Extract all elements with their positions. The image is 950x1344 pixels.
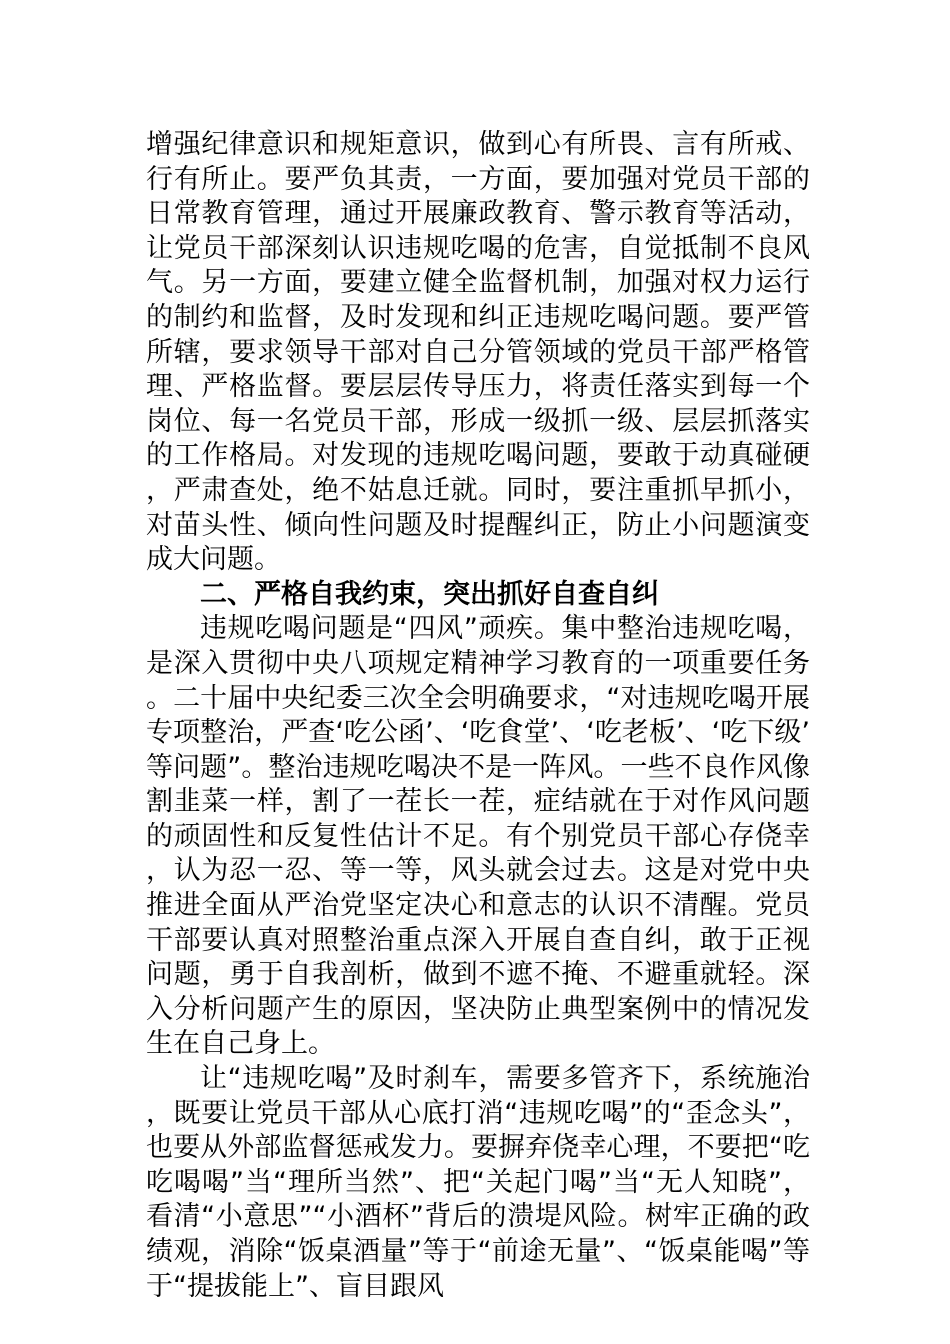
paragraph-discipline: 增强纪律意识和规矩意识，做到心有所畏、言有所戒、行有所止。要严负其责，一方面，要加强对党员干部的日常教育管理，通过开展廉政教育、警示教育等活动，让党员干部深刻认识违规吃喝的危害，自觉抵制不良风气。另一方面，要建立健全监督机制，加强对权力运行的制约和监督，及时发现和纠正违规吃喝问题。要严管所辖，要求领导干部对自己分管领域的党员干部严格管理、严格监督。要层层传导压力，将责任落实到每一个岗位、每一名党员干部，形成一级抓一级、层层抓落实的工作格局。对发现的违规吃喝问题，要敢于动真碰硬，严肃查处，绝不姑息迁就。同时，要注重抓早抓小，对苗头性、倾向性问题及时提醒纠正，防止小问题演变成大问题。 [146,129,810,576]
paragraph-four-winds: 违规吃喝问题是“四风”顽疾。集中整治违规吃喝，是深入贯彻中央八项规定精神学习教育的一项重要任务。二十届中央纪委三次全会明确要求，“对违规吃喝开展专项整治，严查‘吃公函’、‘吃食堂’、‘吃老板’、‘吃下级’等问题”。整治违规吃喝决不是一阵风。一些不良作风像割韭菜一样，割了一茬长一茬，症结就在于对作风问题的顽固性和反复性估计不足。有个别党员干部心存侥幸，认为忍一忍、等一等，风头就会过去。这是对党中央推进全面从严治党坚定决心和意志的认识不清醒。党员干部要认真对照整治重点深入开展自查自纠，敢于正视问题，勇于自我剖析，做到不遮不掩、不避重就轻。深入分析问题产生的原因，坚决防止典型案例中的情况发生在自己身上。 [146,613,810,1060]
document-body [146,128,810,1304]
section-heading-self-inspection: 二、严格自我约束，突出抓好自查自纠 [200,578,659,610]
paragraph-brake: 让“违规吃喝”及时刹车，需要多管齐下，系统施治，既要让党员干部从心底打消“违规吃喝”的“歪念头”，也要从外部监督惩戒发力。要摒弃侥幸心理，不要把“吃吃喝喝”当“理所当然”、把“关起门喝”当“无人知晓”，看清“小意思”“小酒杯”背后的溃堤风险。树牢正确的政绩观，消除“饭桌酒量”等于“前途无量”、“饭桌能喝”等于“提拔能上”、盲目跟风 [146,1063,810,1302]
